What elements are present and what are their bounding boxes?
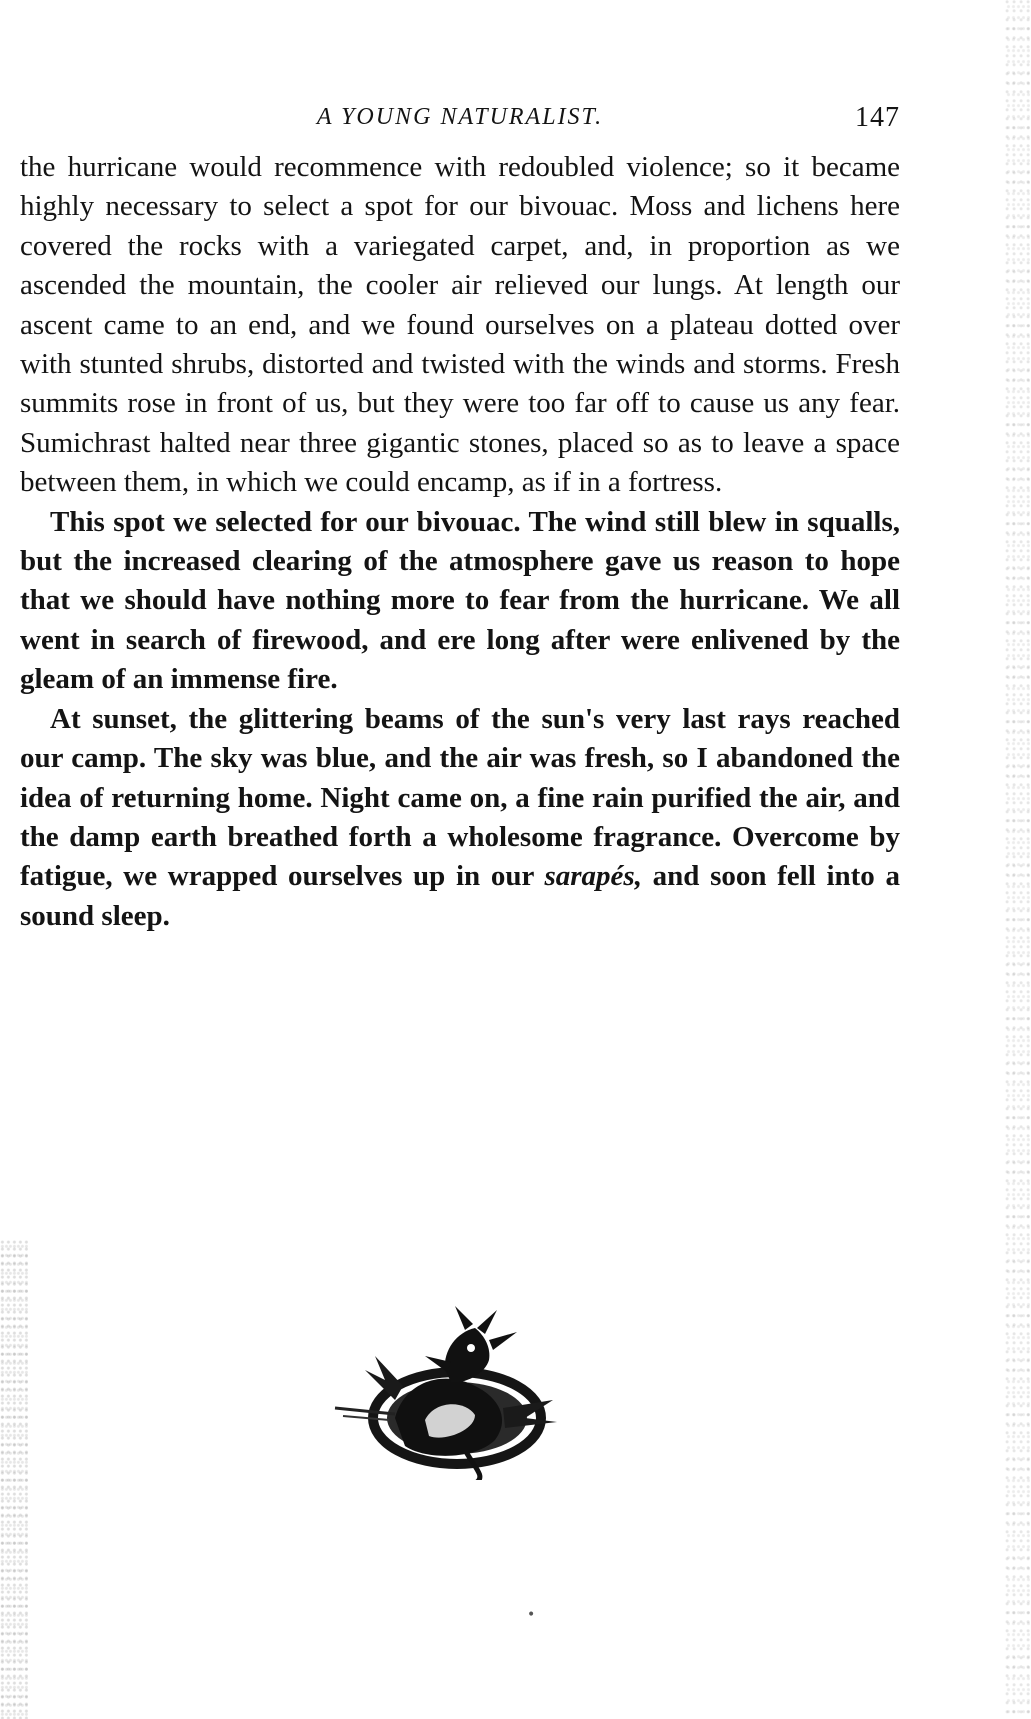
running-head: A YOUNG NATURALIST.	[316, 104, 604, 130]
paragraph-3	[20, 700, 900, 936]
scan-edge-left	[0, 1240, 28, 1719]
griffin-tailpiece-icon	[325, 1300, 595, 1480]
scan-edge-right	[1005, 0, 1031, 1719]
paragraph-3-italic: sarapés,	[544, 860, 642, 893]
page-header	[20, 98, 900, 142]
paragraph-3-start: At sunset, the glittering beams of the sun's very last rays reached our camp. The sky was blue, and the air was fresh, so I abandoned the idea of returning home. Night came on, a fine rain purified the air, and the damp earth breathed forth a wholesome fragrance. Overcome by fatigue, we wrapped ourselves up in our	[20, 702, 900, 893]
page-number: 147	[855, 102, 900, 133]
paragraph-3-end: and soon fell into a sound sleep.	[20, 860, 900, 932]
paragraph-1: the hurricane would recommence with redoubled violence; so it became highly necessary to select a spot for our bivouac. Moss and lichens here covered the rocks with a variegated carpet, and, in proportion as we ascended the mountain, the cooler air relieved our lungs. At length our ascent came to an end, and we found ourselves on a plateau dotted over with stunted shrubs, distorted and twisted with the winds and storms. Fresh summits rose in front of us, but they were too far off to cause us any fear. Sumichrast halted near three gigantic stones, placed so as to leave a space between them, in which we could encamp, as if in a fortress.	[20, 151, 900, 499]
paragraph-2: This spot we selected for our bivouac. The wind still blew in squalls, but the increased clearing of the atmosphere gave us reason to hope that we should have nothing more to fear from the hurricane. We all went in search of firewood, and ere long after were enlivened by the gleam of an immense fire.	[20, 505, 900, 696]
body-text	[20, 148, 900, 936]
stray-mark: •	[527, 1607, 536, 1623]
